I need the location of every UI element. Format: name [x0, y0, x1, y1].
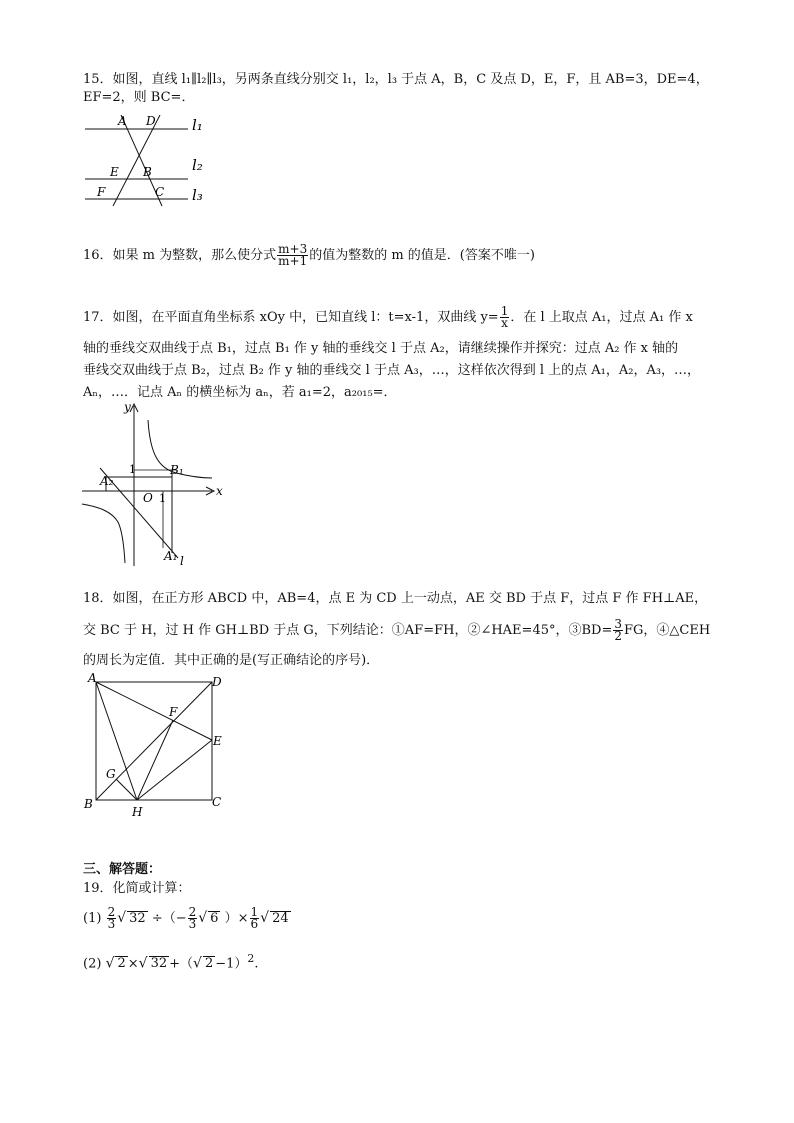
q19-p1-frac1 [107, 907, 117, 930]
label-B1: B₁ [170, 463, 184, 477]
radical-sign: √ [138, 955, 148, 972]
section3-heading: 三、解答题： [83, 862, 162, 877]
diagonal-bd [96, 682, 212, 800]
q15-line2: EF=2，则 BC=． [83, 90, 195, 105]
label-C: C [155, 185, 165, 199]
q15-figure [80, 108, 220, 208]
label-C: C [212, 795, 222, 809]
radical-sign: √ [193, 955, 202, 972]
q16-post: 的值为整数的 m 的值是．(答案不唯一) [309, 248, 535, 263]
q18-line2-pre: 交 BC 于 H，过 H 作 GH⊥BD 于点 G，下列结论：①AF=FH，②∠HAE=45°，③BD= [83, 623, 613, 638]
q17-line2: 轴的垂线交双曲线于点 B₁，过点 B₁ 作 y 轴的垂线交 l 于点 A₂，请继续操作并探究：过点 A₂ 作 x 轴的 [83, 341, 679, 356]
q19-p2-sup: 2 [247, 952, 255, 965]
label-l2: l₂ [192, 156, 203, 174]
label-B: B [143, 165, 152, 179]
label-l: l [180, 554, 184, 568]
q18-line3: 的周长为定值．其中正确的是(写正确结论的序号)． [83, 653, 380, 668]
q19-part1 [83, 903, 291, 934]
q16-fraction [277, 244, 308, 267]
label-l1: l₁ [192, 116, 203, 134]
q18-frac-den: 2 [614, 629, 622, 643]
q18-figure [82, 672, 232, 820]
label-A: A [88, 672, 97, 685]
radical-sign: √ [105, 955, 115, 972]
q17-frac-num: 1 [500, 304, 509, 318]
frac-den: 3 [188, 917, 197, 931]
q17-line1-post: ．在 l 上取点 A₁，过点 A₁ 作 x [510, 310, 693, 325]
frac-den: 6 [250, 917, 259, 931]
q19-p1-frac3 [250, 907, 260, 930]
q17-line4: Aₙ，…．记点 Aₙ 的横坐标为 aₙ，若 a₁=2，a₂₀₁₅=． [83, 385, 397, 400]
frac-num: 1 [250, 905, 259, 919]
q19-p2-times: × [127, 956, 139, 972]
q19-p2-rad2: 32 [150, 956, 168, 972]
segment-he [137, 740, 212, 800]
q15-line1: 15．如图，直线 l₁∥l₂∥l₃，另两条直线分别交 l₁，l₂，l₃ 于点 A，B，C 及点 D，E，F，且 AB=3，DE=4， [83, 72, 709, 87]
frac-den: 3 [107, 917, 116, 931]
hyperbola-branch-2 [82, 504, 125, 563]
q17-frac-den: x [501, 316, 508, 330]
q18-line2-post: FG，④△CEH [624, 623, 711, 638]
q17-line3: 垂线交双曲线于点 B₂，过点 B₂ 作 y 轴的垂线交 l 于点 A₃，…，这样依次得到 l 上的点 A₁，A₂，A₃，…， [83, 363, 701, 378]
label-O: O [143, 491, 153, 505]
q19-p2-idx: (2) [83, 956, 102, 972]
q18-frac-num: 3 [614, 617, 622, 631]
q16-frac-den: m+1 [278, 254, 308, 268]
q19-p2-rad3: 2 [204, 956, 214, 972]
label-F: F [97, 185, 106, 199]
q18-line1: 18．如图，在正方形 ABCD 中，AB=4，点 E 为 CD 上一动点，AE 交 BD 于点 F，过点 F 作 FH⊥AE， [83, 591, 708, 606]
q18-line2 [83, 619, 710, 642]
q19-p1-rad1: 32 [129, 911, 146, 926]
q19-p2-end: . [254, 956, 259, 972]
q18-fraction [613, 619, 623, 642]
frac-num: 2 [107, 905, 116, 919]
q19-p2-rad1: 2 [117, 956, 126, 972]
q17-figure [78, 398, 238, 570]
q19-p1-idx: (1) [83, 911, 102, 926]
label-A2: A₂ [100, 474, 114, 488]
q17-line1-pre: 17．如图，在平面直角坐标系 xOy 中，已知直线 l：t=x-1，双曲线 y= [83, 310, 499, 325]
q19-p1-rad2: 6 [210, 911, 219, 926]
q16-frac-num: m+3 [278, 242, 308, 256]
label-G: G [106, 767, 116, 781]
radical-sign: √ [260, 910, 270, 926]
q19-p2-plus: +（ [169, 956, 194, 972]
label-D: D [212, 675, 222, 689]
label-B: B [84, 797, 93, 811]
q17-line1 [83, 306, 693, 329]
q16-pre: 16．如果 m 为整数，那么使分式 [83, 248, 277, 263]
q19-p1-rad3: 24 [272, 911, 289, 926]
label-H: H [132, 805, 143, 819]
q19-p1-frac2 [188, 907, 198, 930]
q19-p1-div: ÷（− [151, 911, 187, 926]
radical-sign: √ [198, 910, 208, 926]
label-l3: l₃ [192, 186, 203, 204]
q17-fraction [500, 306, 510, 329]
segment-fh [137, 720, 173, 800]
label-F: F [169, 705, 178, 719]
label-x: x [216, 484, 223, 498]
label-D: D [146, 114, 156, 128]
label-y: y [124, 400, 131, 414]
label-one-x: 1 [159, 492, 166, 505]
label-A: A [118, 114, 127, 128]
label-one-y: 1 [129, 463, 136, 476]
radical-sign: √ [117, 910, 127, 926]
q19-p1-times: ）× [224, 911, 249, 926]
frac-num: 2 [188, 905, 197, 919]
label-E: E [110, 165, 119, 179]
q19-part2 [83, 947, 258, 976]
label-E: E [213, 734, 222, 748]
label-A1: A₁ [164, 549, 178, 563]
q19-p2-minus: −1） [215, 956, 248, 972]
q19-title: 19．化简或计算： [83, 881, 191, 896]
q16-text [83, 244, 535, 267]
